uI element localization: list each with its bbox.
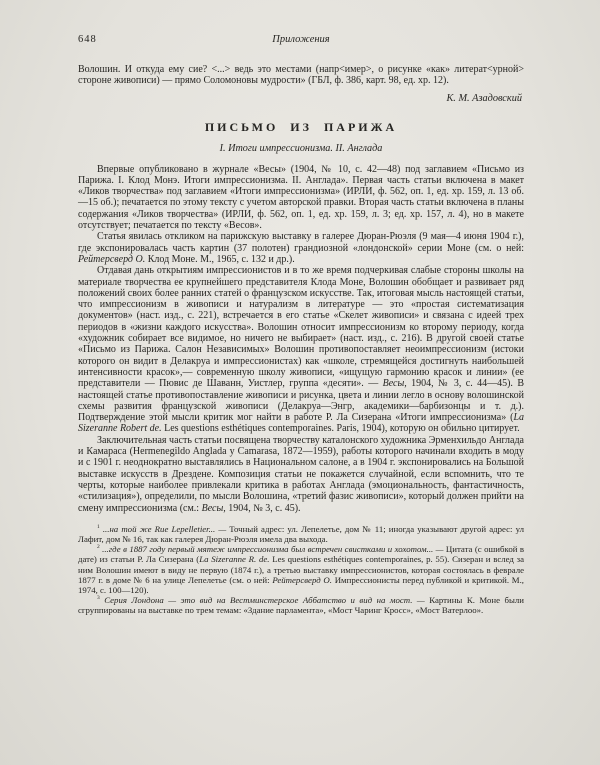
- previous-commentary-end: Волошин. И откуда ему сие? <...> ведь это местами (напр<имер>, о рисунке «как» литерат<урной> стороне живописи) — прямо Соломоновы мудрости» (ГБЛ, ф. 386, карт. 98, ед. хр. 12).: [78, 64, 524, 87]
- running-title: Приложения: [272, 34, 330, 45]
- author-signature: К. М. Азадовский: [446, 92, 522, 104]
- commentary-paragraph: Отдавая дань открытиям импрессионистов и в то же время подчеркивая слабые стороны школы на материале творчества ее крупнейшего представителя Клода Моне, Волошин обобщает и развивает ряд положений своих более ранних статей о французском искусстве. Так, итоговая мысль настоящей статьи, что импрессионизм в живописи и натурализм в литературе — это «простая систематизация документов» (наст. изд., с. 221), встречается в его статье «Скелет живописи» и связана с идеей трех периодов в «жизни каждого искусства». Волошин относит импрессионизм ко второму периоду, когда «художник собирает все видимое, но ничего не выбирает» (наст. изд., с. 216). В другой своей статье «Письмо из Парижа. Салон Независимых» Волошин противопоставляет неоимпрессионизм (истоки которого он видит в Делакруа и импрессионистах) как «школе, стремящейся достигнуть наибольшей интенсивности красок»,— современную школу живописи, «ищущую гармонию красок и линии» (ее представители — Пювис де Шаванн, Уистлер, группа «десяти». — Весы, 1904, № 3, с. 44—45). В настоящей статье противопоставление живописи и рисунка, цвета и линии легло в основу волошинской схемы развития французской живописи (Делакруа—Энгр, академики—барбизонцы и т. д.). Подтверждение этой мысли критик мог найти в работе Р. Ла Сизерана «Итоги импрессионизма» (La Sizeranne Robert de. Les questions esthétiques contemporaines. Paris, 1904), которую он обильно цитирует.: [78, 265, 524, 435]
- footnote: $^3$ Серия Лондона — это вид на Вестминстерское Аббатство и вид на мост. — Картины К. Моне были сгруппированы на выставке по трем темам: «Здание парламента», «Мост Чаринг Кросс», «Мост Ватерлоо».: [78, 595, 524, 616]
- page-header: [78, 34, 524, 48]
- commentary-paragraph: Заключительная часть статьи посвящена творчеству каталонского художника Эрменхильдо Англада и Камараса (Hermenegildo Anglada y Camarasa, 1872—1959), работы которого начинали входить в моду и с 1901 г. неоднократно выставлялись в Национальном салоне, а в 1904 г. экспонировались на Большой выставке искусств в Дрездене. Композиция статьи не покажется случайной, если вспомнить, что те черты, которые наиболее привлекали критика в работах Англада (эмоциональность, фантастичность, «стилизация»), определили, по мысли Волошина, «третий фазис живописи», который должен прийти на смену импрессионизма (см.: Весы, 1904, № 3, с. 45).: [78, 434, 524, 514]
- footnote: $^2$ ...где в 1887 году первый мятеж импрессионизма был встречен свистками и хохотом... — Цитата (с ошибкой в дате) из статьи Р. Ла Сизерана (La Sizeranne R. de. Les questions esthétiques contemporaines, p. 55). Сизеран и вслед за ним Волошин имеют в виду не первую (1874 г.), а третью выставку импрессионистов, которая состоялась в феврале 1877 г. в доме № 6 на улице Лепелетье (см. о ней: Рейтерсверд О. Импрессионисты перед публикой и критикой. М., 1974, с. 100—120).: [78, 544, 525, 596]
- footnote: $^1$ ...на той же Rue Lepelletier... — Точный адрес: ул. Лепелетье, дом № 11; иногда указывают другой адрес: ул Лафит, дом № 16, так как галерея Дюран-Рюэля имела два выхода.: [78, 523, 524, 544]
- page-number: 648: [78, 34, 97, 45]
- commentary-paragraph: Статья явилась откликом на парижскую выставку в галерее Дюран-Рюэля (9 мая—4 июня 1904 г.), где экспонировалась часть картин (37 полотен) грандиозной «лондонской» серии Моне (см. о ней: Рейтерсверд О. Клод Моне. М., 1965, с. 132 и др.).: [78, 231, 524, 265]
- article-title: ПИСЬМО ИЗ ПАРИЖА: [204, 119, 398, 134]
- article-subtitle: I. Итоги импрессионизма. II. Англада: [219, 142, 383, 154]
- commentary-paragraph: Впервые опубликовано в журнале «Весы» (1904, № 10, с. 42—48) под заглавием «Письмо из Парижа. I. Клод Монэ. Итоги импрессионизма. II. Англада». Первая часть статьи включена в макет «Ликов творчества» под заглавием «Итоги импрессионизма» (ИРЛИ, ф. 562, оп. 1, ед. хр. 159, л. 13 об.—15 об.); печатается по этому тексту с учетом авторской правки. Вторая часть статьи включена в планы содержания «Ликов творчества» (ИРЛИ, ф. 562, оп. 1, ед. хр. 159, л. 3; ед. хр. 157, л. 4), но в макете отсутствует; печатается по тексту «Весов».: [78, 163, 524, 232]
- commentary-body: [78, 164, 524, 514]
- footnotes-section: [78, 524, 524, 616]
